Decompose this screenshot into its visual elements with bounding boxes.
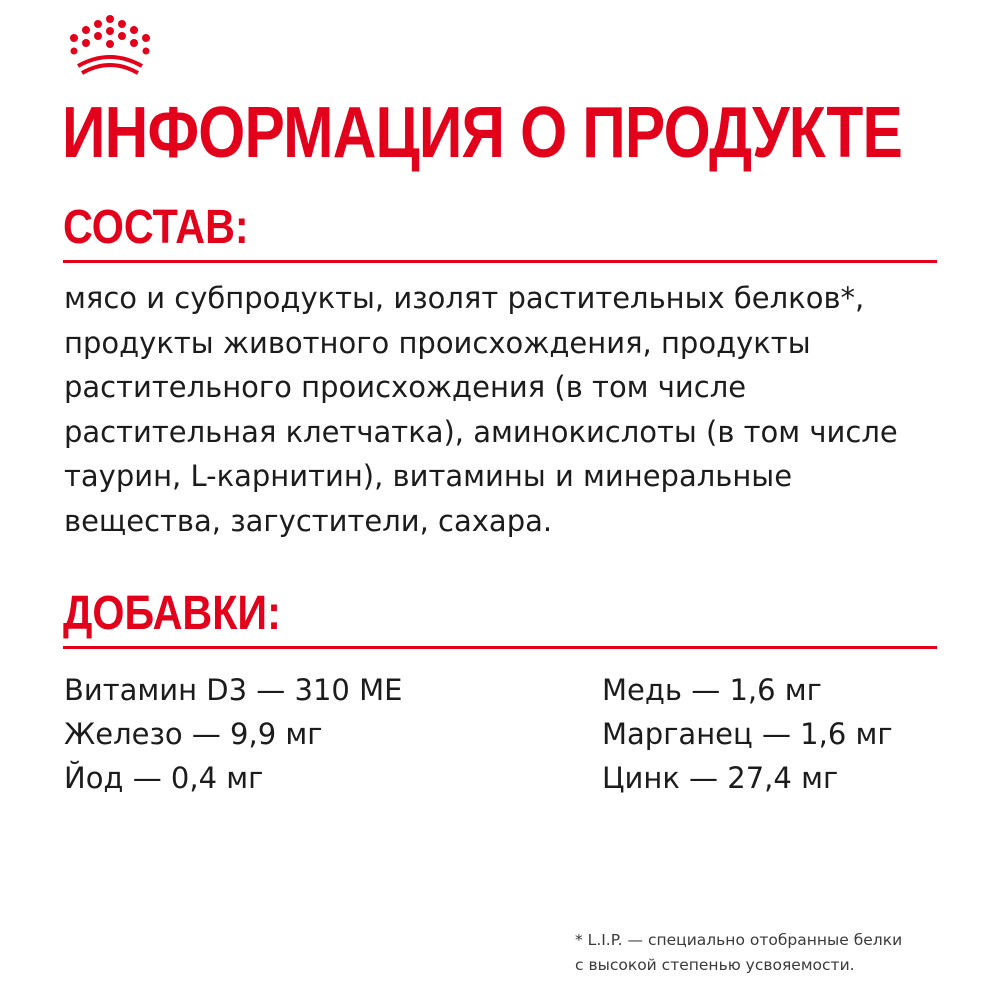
additive-item-iron: Железо — 9,9 мг [64,717,323,751]
additive-item-zinc: Цинк — 27,4 мг [602,761,839,795]
additives-list-right [602,668,893,800]
composition-text: мясо и субпродукты, изолят растительных белков*, продукты животного происхождения, продукты растительного происхождения (в том числе растительная клетчатка), аминокислоты (в том числе таурин, L-карнитин), витамины и минеральные вещества, загустители, сахара. [64,281,898,538]
additive-item-iodine: Йод — 0,4 мг [64,761,264,795]
footnote [575,928,975,978]
additive-item-vitamin-d3: Витамин D3 — 310 МЕ [64,673,403,707]
composition-heading: СОСТАВ: [63,201,249,254]
composition-divider [63,260,937,263]
page-title: ИНФОРМАЦИЯ О ПРОДУКТЕ [62,93,902,173]
crown-icon [64,14,156,76]
additives-heading: ДОБАВКИ: [63,587,281,640]
additives-list-left [64,668,402,800]
additives-divider [63,646,937,649]
additive-item-manganese: Марганец — 1,6 мг [602,717,893,751]
footnote-line-2: с высокой степенью усвояемости. [575,956,855,974]
footnote-line-1: * L.I.P. — специально отобранные белки [575,931,903,949]
additive-item-copper: Медь — 1,6 мг [602,673,822,707]
